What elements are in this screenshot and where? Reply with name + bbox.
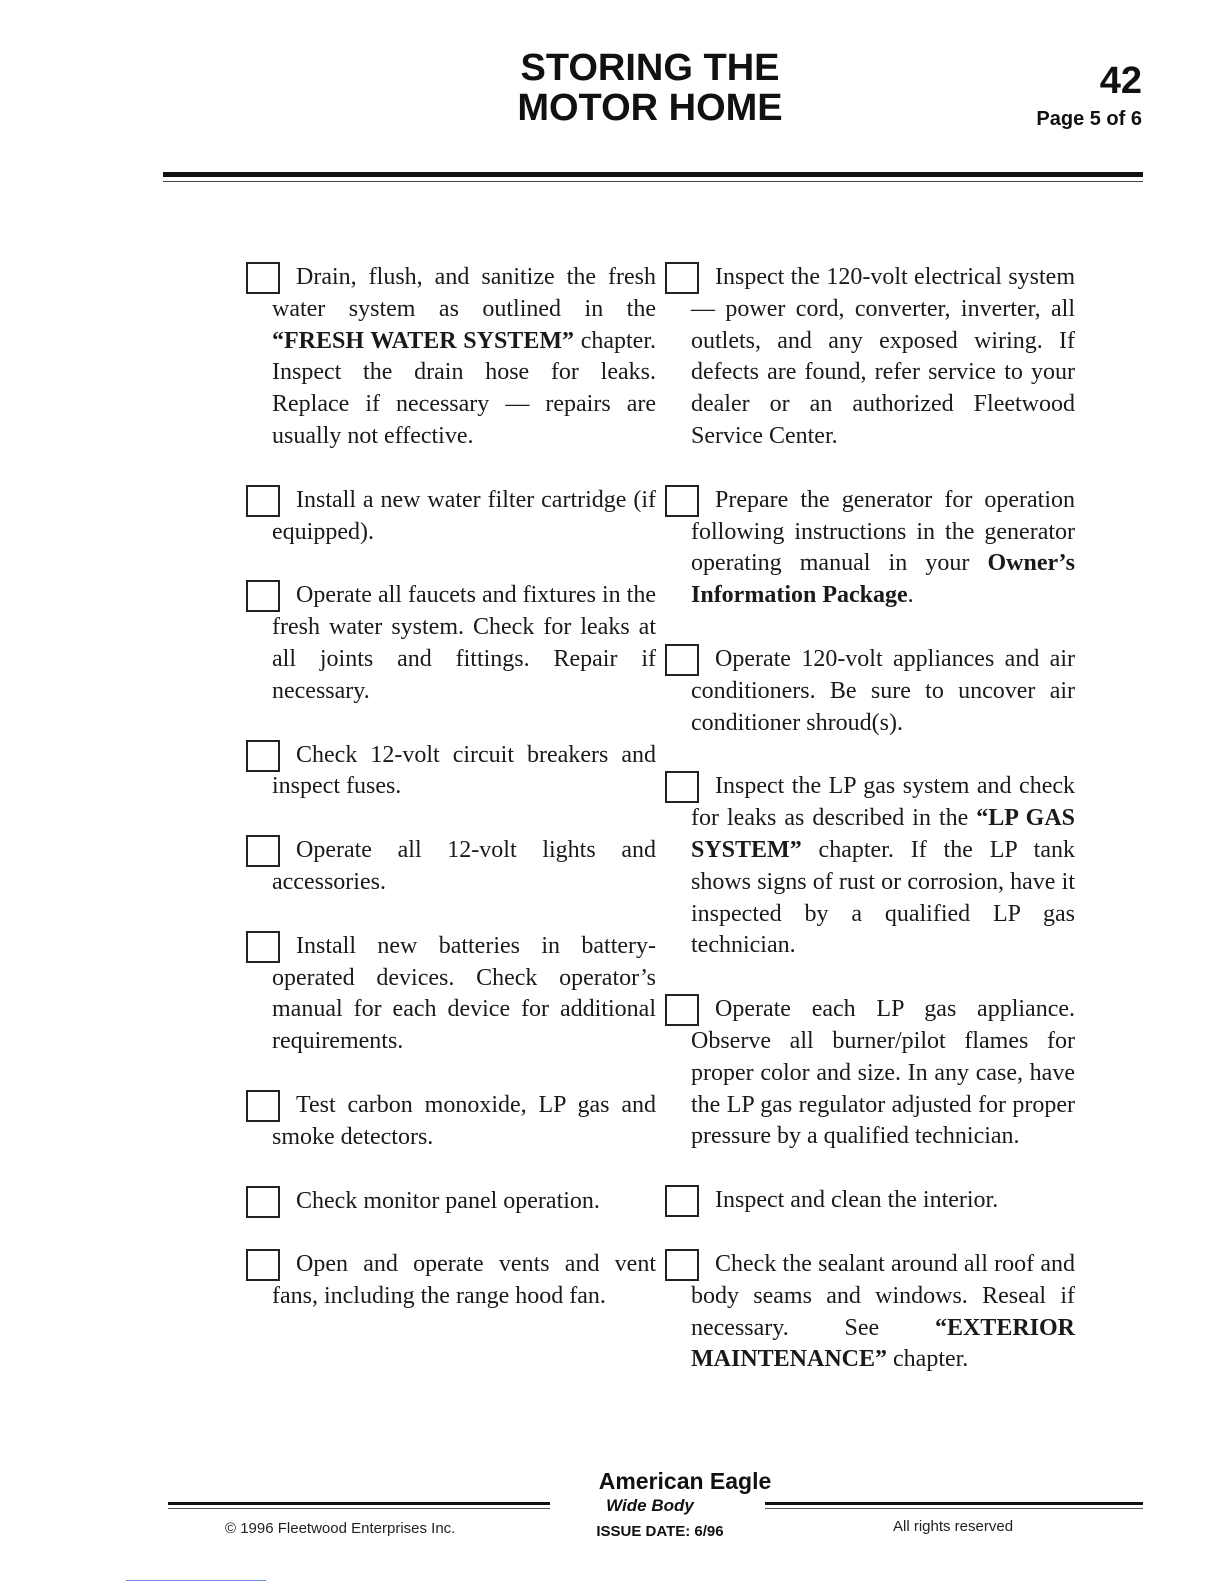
checkbox[interactable] [665,1185,699,1217]
item-text-part: chapter. [887,1346,969,1373]
item-text-part: Operate each LP gas appliance. Observe all burner/pilot flames for proper color and size. In any case, have the LP gas regulator adjusted for proper pressure by a qualified technician. [691,996,1075,1150]
checklist-item [665,1185,1075,1217]
page-title [470,48,830,128]
checklist-item-text [665,262,1075,453]
left-checklist [246,262,656,1345]
chapter-number: 42 [1099,60,1142,102]
checklist-item-text [246,740,656,804]
right-checklist [665,262,1075,1408]
item-text-part: Inspect and clean the interior. [715,1187,999,1214]
checklist-item [665,262,1075,453]
checklist-item [246,931,656,1058]
header-rule-thin [163,181,1143,182]
checklist-item-text [665,485,1075,612]
checkbox[interactable] [246,1249,280,1281]
item-text-part: chapter. Inspect the drain hose for leaks. Replace if necessary — repairs are usually not effective. [272,327,657,449]
checklist-item-text [246,485,656,549]
checklist-item-text [665,1185,1075,1217]
title-line-2: MOTOR HOME [517,87,783,129]
item-text-part: Check the sealant around all roof and body seams and windows. Reseal if necessary. See [691,1250,1075,1341]
checkbox[interactable] [665,262,699,294]
header-rule [163,172,1143,177]
checklist-item [665,1249,1075,1376]
footer-rule-left-thin [168,1508,550,1509]
item-text-part: chapter. If the LP tank shows signs of rust or corrosion, have it inspected by a qualified LP gas technician. [691,836,1075,959]
checklist-item-text [246,580,656,707]
checklist-item [246,262,656,453]
checklist-item-text [665,644,1075,739]
checkbox[interactable] [246,262,280,294]
footer-issue-date: ISSUE DATE: 6/96 [596,1523,724,1540]
item-text-part: Operate all 12-volt lights and accessories. [272,837,656,895]
footer-rule-right-thin [765,1508,1143,1509]
checklist-item [246,740,656,804]
checkbox[interactable] [665,485,699,517]
footer-rule-left [168,1502,550,1505]
checkbox[interactable] [246,1090,280,1122]
checklist-item [665,485,1075,612]
checklist-item-text [246,835,656,899]
title-line-1: STORING THE [520,47,780,89]
checklist-item [246,485,656,549]
checkbox[interactable] [246,580,280,612]
checklist-item-text [246,1090,656,1154]
item-emphasis: “FRESH WATER SYSTEM” [272,327,574,354]
item-text-part: Inspect the 120-volt electrical system — power cord, converter, inverter, all outlets, and any exposed wiring. If defects are found, refer service to your dealer or an authorized Fleetwood Service Center. [691,264,1075,449]
checkbox[interactable] [665,644,699,676]
checklist-item [665,994,1075,1153]
item-text-part: Install new batteries in battery-operated devices. Check operator’s manual for each device for additional requirements. [272,932,656,1055]
checklist-item [246,1249,656,1313]
checklist-item-text [665,994,1075,1153]
checkbox[interactable] [246,931,280,963]
item-text-part: Install a new water filter cartridge (if equipped). [272,486,656,545]
item-text-part: . [907,582,914,609]
item-text-part: Operate 120-volt appliances and air conditioners. Be sure to uncover air conditioner shroud(s). [691,645,1075,736]
checklist-item [246,1186,656,1218]
footer-model: Wide Body [606,1496,694,1515]
checklist-item [246,580,656,707]
checkbox[interactable] [665,1249,699,1281]
item-emphasis: “EXTERIOR MAINTENANCE” [691,1314,1075,1373]
item-text-part: Operate all faucets and fixtures in the fresh water system. Check for leaks at all joints and fittings. Repair if necessary. [272,582,656,704]
item-text-part: Open and operate vents and vent fans, including the range hood fan. [272,1251,656,1310]
checkbox[interactable] [246,835,280,867]
checklist-item-text [246,931,656,1058]
item-emphasis: “LP GAS SYSTEM” [691,805,1075,863]
checklist-item [665,644,1075,739]
footer-copyright: © 1996 Fleetwood Enterprises Inc. [225,1520,456,1537]
item-text-part: Check monitor panel operation. [296,1187,600,1214]
item-text-part: Inspect the LP gas system and check for leaks as described in the [691,773,1075,832]
checkbox[interactable] [246,740,280,772]
footer-rights: All rights reserved [893,1518,1014,1535]
checklist-item-text [665,771,1075,962]
item-text-part: Prepare the generator for operation following instructions in the generator operating manual in your [691,486,1075,577]
checkbox[interactable] [665,994,699,1026]
checklist-item [246,835,656,899]
scan-artifact-line [126,1580,266,1581]
checklist-item-text [246,262,656,453]
item-emphasis: Owner’s Information Package [691,550,1075,609]
item-text-part: Check 12-volt circuit breakers and inspect fuses. [272,741,656,800]
checkbox[interactable] [665,771,699,803]
footer-rule-right [765,1502,1143,1505]
page-indicator: Page 5 of 6 [1036,108,1142,130]
item-text-part: Test carbon monoxide, LP gas and smoke detectors. [272,1091,656,1150]
checklist-item [246,1090,656,1154]
checklist-item-text [665,1249,1075,1376]
checkbox[interactable] [246,485,280,517]
checklist-item [665,771,1075,962]
checklist-item-text [246,1249,656,1313]
checklist-item-text [246,1186,656,1218]
item-text-part: Drain, flush, and sanitize the fresh water system as outlined in the [272,264,656,322]
checkbox[interactable] [246,1186,280,1218]
footer-brand: American Eagle [598,1468,772,1494]
